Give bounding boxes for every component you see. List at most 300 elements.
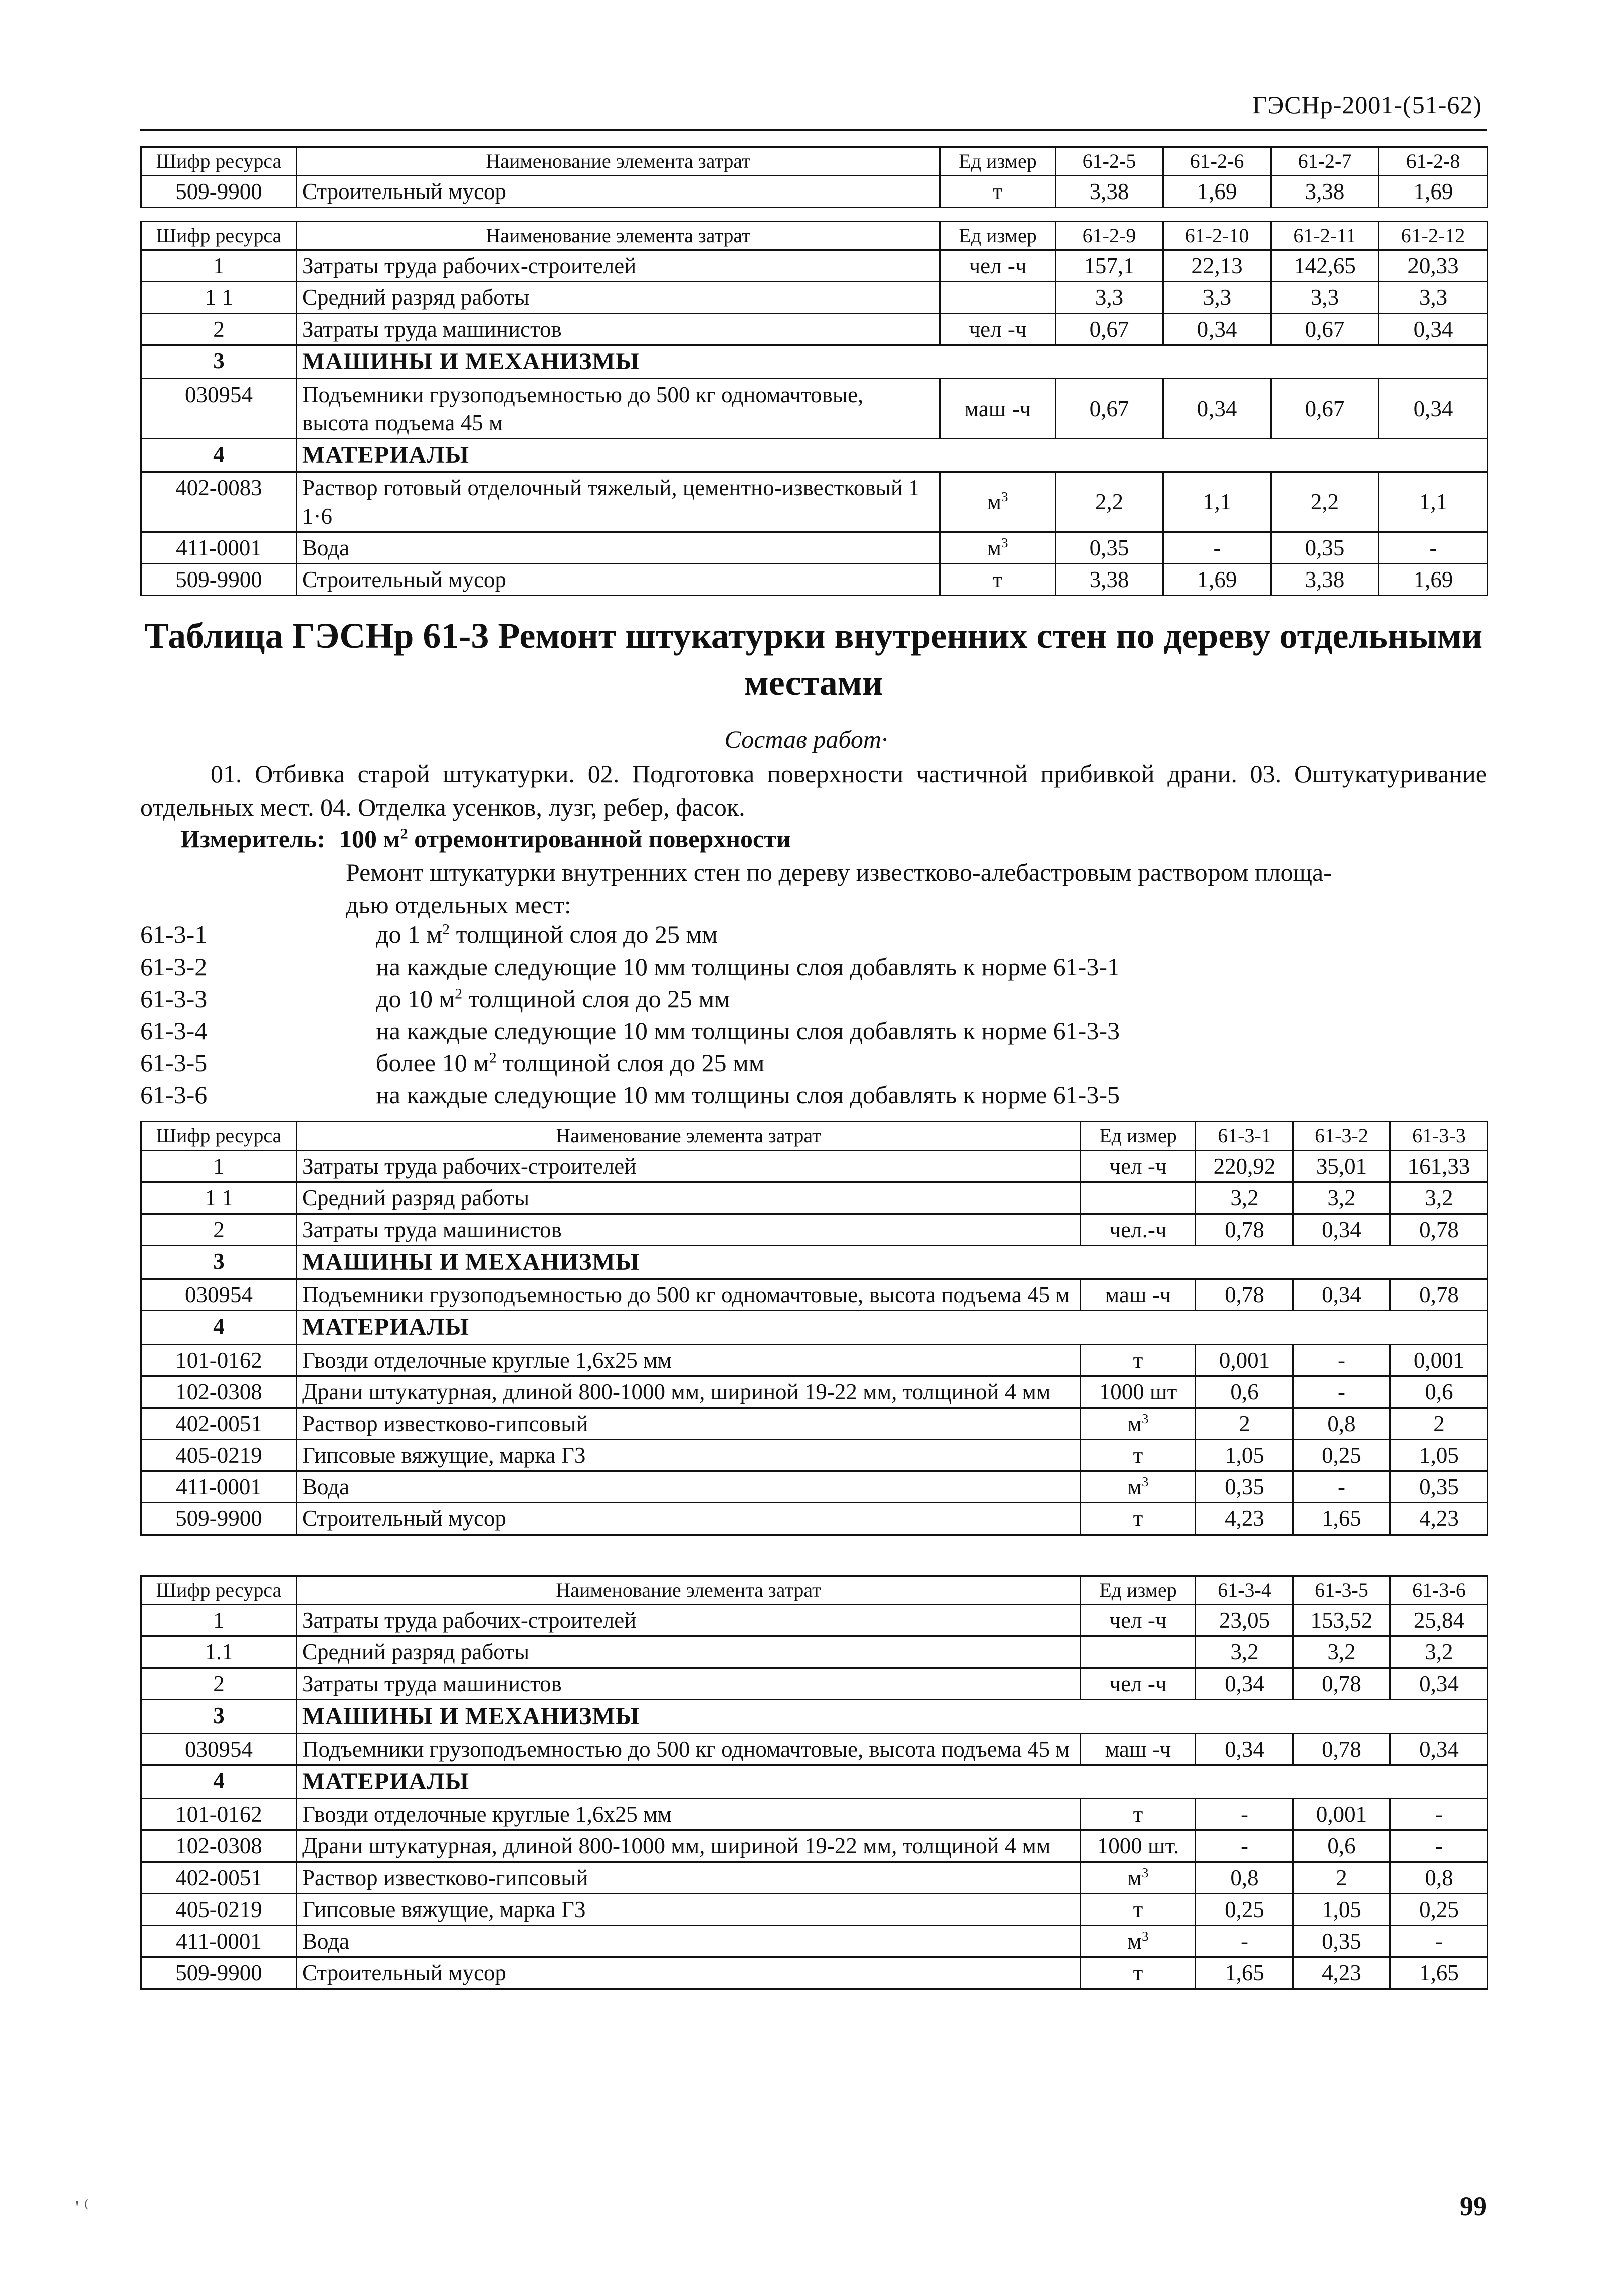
resource-name: Строительный мусор: [297, 176, 940, 208]
value-cell: 0,67: [1056, 378, 1163, 439]
unit-cell: [1081, 1605, 1196, 1636]
value-cell: 1,1: [1379, 472, 1488, 532]
table-header-row: [141, 222, 1488, 250]
resource-code: 4: [141, 439, 297, 472]
value-cell: -: [1293, 1471, 1390, 1503]
resource-name: Затраты труда рабочих-строителей: [297, 250, 940, 282]
resource-name: Подъемники грузоподъемностью до 500 кг одномачтовые, высота подъема 45 м: [297, 1279, 1081, 1310]
unit-text: маш -ч: [1105, 1282, 1171, 1307]
value-cell: -: [1379, 532, 1488, 563]
column-header: 61-2-7: [1271, 147, 1379, 176]
value-cell: 0,78: [1196, 1279, 1293, 1310]
value-cell: 3,2: [1293, 1636, 1390, 1668]
resource-code: 402-0051: [141, 1862, 297, 1893]
value-cell: 0,34: [1379, 378, 1488, 439]
unit-cell: [1081, 1214, 1196, 1245]
value-cell: 0,001: [1390, 1345, 1488, 1376]
value-cell: 4,23: [1196, 1503, 1293, 1535]
table-row: [141, 1345, 1488, 1376]
value-cell: 1,65: [1196, 1957, 1293, 1989]
column-header: Шифр ресурса: [141, 222, 297, 250]
section-title: МАШИНЫ И МЕХАНИЗМЫ: [297, 1699, 1488, 1733]
section-row: [141, 1311, 1488, 1345]
unit-cell: $м^3$: [1081, 1471, 1196, 1503]
value-cell: -: [1293, 1376, 1390, 1408]
table-header-row: [141, 147, 1488, 176]
resource-code: 1.1: [141, 1636, 297, 1668]
value-cell: 2,2: [1056, 472, 1163, 532]
value-cell: -: [1196, 1830, 1293, 1862]
unit-text: т: [1133, 1506, 1143, 1532]
resource-name: Гипсовые вяжущие, марка Г3: [297, 1893, 1081, 1925]
value-cell: 0,35: [1293, 1926, 1390, 1957]
section-title: МАШИНЫ И МЕХАНИЗМЫ: [297, 1245, 1488, 1279]
table-row: [141, 1862, 1488, 1893]
header-rule: [140, 129, 1487, 131]
resource-name: Раствор готовый отделочный тяжелый, цементно-известковый 1 1·6: [297, 472, 940, 532]
table-row: [141, 282, 1488, 313]
value-cell: -: [1163, 532, 1271, 563]
resource-code: 4: [141, 1765, 297, 1799]
resource-name: Затраты труда машинистов: [297, 313, 940, 345]
table-row: [141, 1151, 1488, 1182]
norm-text: до 10 $м^2$ толщиной слоя до 25 мм: [376, 985, 730, 1013]
value-cell: 2: [1390, 1408, 1488, 1439]
value-cell: 0,67: [1056, 313, 1163, 345]
section-title: МАТЕРИАЛЫ: [297, 439, 1488, 472]
unit-text: маш -ч: [1105, 1736, 1171, 1762]
value-cell: 0,001: [1196, 1345, 1293, 1376]
value-cell: 0,6: [1390, 1376, 1488, 1408]
value-cell: 3,2: [1293, 1182, 1390, 1214]
value-cell: 0,34: [1196, 1733, 1293, 1765]
value-cell: 0,78: [1196, 1214, 1293, 1245]
unit-cell: $м^3$: [940, 532, 1056, 563]
value-cell: 1,69: [1163, 564, 1271, 596]
value-cell: 3,38: [1056, 564, 1163, 596]
resource-table-61-3-4-to-6: [140, 1575, 1488, 1990]
resource-code: 101-0162: [141, 1345, 297, 1376]
value-cell: -: [1390, 1830, 1488, 1862]
value-cell: 0,34: [1293, 1214, 1390, 1245]
unit-cell: $м^3$: [1081, 1862, 1196, 1893]
resource-name: Гипсовые вяжущие, марка Г3: [297, 1439, 1081, 1471]
value-cell: 3,2: [1196, 1636, 1293, 1668]
value-cell: 0,8: [1196, 1862, 1293, 1893]
norm-code: 61-3-5: [140, 1049, 208, 1077]
resource-code: 509-9900: [141, 176, 297, 208]
resource-code: 411-0001: [141, 532, 297, 563]
section-row: [141, 439, 1488, 472]
unit-text: т: [1133, 1442, 1143, 1468]
value-cell: 0,67: [1271, 313, 1379, 345]
resource-table-61-2-5-to-8: [140, 146, 1488, 208]
document-code: ГЭСНр-2001-(51-62): [1252, 91, 1482, 119]
resource-code: 402-0051: [141, 1408, 297, 1439]
resource-code: 2: [141, 1214, 297, 1245]
unit-cell: [1081, 1668, 1196, 1699]
value-cell: 0,8: [1293, 1408, 1390, 1439]
value-cell: 0,35: [1271, 532, 1379, 563]
unit-cell: $м^3$: [940, 472, 1056, 532]
value-cell: 2,2: [1271, 472, 1379, 532]
resource-name: Подъемники грузоподъемностью до 500 кг одномачтовые, высота подъема 45 м: [297, 378, 940, 439]
value-cell: 2: [1293, 1862, 1390, 1893]
value-cell: 0,34: [1390, 1668, 1488, 1699]
column-header: Наименование элемента затрат: [297, 1576, 1081, 1605]
value-cell: 3,2: [1196, 1182, 1293, 1214]
column-header: Наименование элемента затрат: [297, 222, 940, 250]
value-cell: 3,2: [1390, 1636, 1488, 1668]
resource-code: 405-0219: [141, 1893, 297, 1925]
resource-name: Затраты труда машинистов: [297, 1668, 1081, 1699]
unit-text: чел -ч: [1109, 1154, 1167, 1179]
table-header-row: [141, 1122, 1488, 1151]
resource-name: Подъемники грузоподъемностью до 500 кг одномачтовые, высота подъема 45 м: [297, 1733, 1081, 1765]
column-header: Шифр ресурса: [141, 1122, 297, 1151]
table-row: [141, 1439, 1488, 1471]
resource-code: 1 1: [141, 1182, 297, 1214]
value-cell: 0,34: [1196, 1668, 1293, 1699]
value-cell: 0,35: [1390, 1471, 1488, 1503]
norm-code: 61-3-4: [140, 1017, 208, 1045]
unit-cell: [940, 564, 1056, 596]
unit-cell: [940, 313, 1056, 345]
resource-code: 3: [141, 1245, 297, 1279]
unit-text: 1000 шт.: [1097, 1833, 1179, 1859]
resource-code: 411-0001: [141, 1926, 297, 1957]
value-cell: 0,78: [1390, 1214, 1488, 1245]
measurer-label: Измеритель:: [180, 825, 326, 853]
table-row: [141, 1214, 1488, 1245]
value-cell: 142,65: [1271, 250, 1379, 282]
value-cell: 1,69: [1379, 176, 1488, 208]
unit-cell: $м^3$: [1081, 1926, 1196, 1957]
resource-name: Раствор известково-гипсовый: [297, 1862, 1081, 1893]
value-cell: 0,34: [1163, 378, 1271, 439]
value-cell: 35,01: [1293, 1151, 1390, 1182]
table-row: [141, 1893, 1488, 1925]
section-title: МАТЕРИАЛЫ: [297, 1311, 1488, 1345]
value-cell: 22,13: [1163, 250, 1271, 282]
resource-code: 102-0308: [141, 1830, 297, 1862]
composition-text: 01. Отбивка старой штукатурки. 02. Подготовка поверхности частичной прибивкой драни. 03. Оштукатуривание отдельных мест. 04. Отделка усенков, лузг, ребер, фасок.: [140, 759, 1487, 821]
resource-code: 102-0308: [141, 1376, 297, 1408]
resource-name: Вода: [297, 1471, 1081, 1503]
norm-code: 61-3-1: [140, 920, 208, 948]
unit-text: т: [1133, 1348, 1143, 1373]
value-cell: 23,05: [1196, 1605, 1293, 1636]
section-row: [141, 1245, 1488, 1279]
value-cell: 0,34: [1379, 313, 1488, 345]
unit-text: т: [1133, 1960, 1143, 1986]
resource-name: Гвозди отделочные круглые 1,6х25 мм: [297, 1345, 1081, 1376]
measurer-value: 100 $м^2$ отремонтированной поверхности: [339, 825, 791, 853]
value-cell: 20,33: [1379, 250, 1488, 282]
resource-name: Затраты труда рабочих-строителей: [297, 1151, 1081, 1182]
unit-cell: [1081, 1345, 1196, 1376]
resource-name: Средний разряд работы: [297, 282, 940, 313]
resource-code: 030954: [141, 1279, 297, 1310]
column-header: 61-2-8: [1379, 147, 1488, 176]
unit-cell: [1081, 1636, 1196, 1668]
table-row: [141, 1471, 1488, 1503]
page-number: 99: [1460, 2191, 1487, 2221]
column-header: Ед измер: [1081, 1122, 1196, 1151]
resource-code: 509-9900: [141, 1503, 297, 1535]
table-row: [141, 313, 1488, 345]
value-cell: 0,6: [1293, 1830, 1390, 1862]
unit-cell: [1081, 1376, 1196, 1408]
value-cell: 0,78: [1390, 1279, 1488, 1310]
section-title: МАШИНЫ И МЕХАНИЗМЫ: [297, 345, 1488, 378]
value-cell: 4,23: [1390, 1503, 1488, 1535]
norm-description-line-2: дью отдельных мест:: [346, 891, 571, 919]
value-cell: 0,6: [1196, 1376, 1293, 1408]
value-cell: 3,3: [1163, 282, 1271, 313]
norm-code: 61-3-2: [140, 952, 208, 981]
table-row: [141, 1408, 1488, 1439]
unit-text: м: [1127, 1865, 1142, 1890]
column-header: 61-3-6: [1390, 1576, 1488, 1605]
norm-item: [140, 1015, 1484, 1047]
table-row: [141, 564, 1488, 596]
table-row: [141, 1668, 1488, 1699]
unit-text: т: [1133, 1802, 1143, 1827]
composition-label: Состав работ·: [724, 725, 888, 753]
norm-description: [346, 856, 1487, 921]
resource-code: 509-9900: [141, 564, 297, 596]
table-row: [141, 1957, 1488, 1989]
unit-cell: [1081, 1182, 1196, 1214]
unit-text: чел -ч: [1109, 1671, 1167, 1696]
resource-name: Затраты труда машинистов: [297, 1214, 1081, 1245]
resource-code: 101-0162: [141, 1799, 297, 1830]
value-cell: 0,35: [1196, 1471, 1293, 1503]
table-row: [141, 1799, 1488, 1830]
value-cell: 2: [1196, 1408, 1293, 1439]
section-row: [141, 1765, 1488, 1799]
unit-text: чел -ч: [969, 253, 1027, 278]
resource-code: 3: [141, 345, 297, 378]
value-cell: 1,69: [1379, 564, 1488, 596]
table-row: [141, 532, 1488, 563]
table-row: [141, 1926, 1488, 1957]
value-cell: 1,1: [1163, 472, 1271, 532]
resource-name: Драни штукатурная, длиной 800-1000 мм, шириной 19-22 мм, толщиной 4 мм: [297, 1376, 1081, 1408]
unit-cell: [940, 282, 1056, 313]
column-header: 61-2-9: [1056, 222, 1163, 250]
value-cell: 1,65: [1293, 1503, 1390, 1535]
table-row: [141, 1503, 1488, 1535]
resource-name: Раствор известково-гипсовый: [297, 1408, 1081, 1439]
unit-text: 1000 шт: [1099, 1379, 1177, 1405]
resource-code: 3: [141, 1699, 297, 1733]
resource-code: 030954: [141, 378, 297, 439]
norm-text: на каждые следующие 10 мм толщины слоя добавлять к норме 61-3-3: [376, 1017, 1120, 1045]
column-header: Ед измер: [1081, 1576, 1196, 1605]
resource-name: Строительный мусор: [297, 1503, 1081, 1535]
norm-item: [140, 983, 1484, 1015]
table-title: Таблица ГЭСНр 61-3 Ремонт штукатурки внутренних стен по дереву отдельными местами: [144, 616, 1483, 703]
resource-name: Гвозди отделочные круглые 1,6х25 мм: [297, 1799, 1081, 1830]
value-cell: -: [1196, 1799, 1293, 1830]
table-row: [141, 1182, 1488, 1214]
section-row: [141, 1699, 1488, 1733]
resource-code: 405-0219: [141, 1439, 297, 1471]
unit-cell: [1081, 1799, 1196, 1830]
value-cell: 0,35: [1056, 532, 1163, 563]
column-header: 61-3-3: [1390, 1122, 1488, 1151]
column-header: 61-3-4: [1196, 1576, 1293, 1605]
value-cell: -: [1390, 1799, 1488, 1830]
resource-name: Драни штукатурная, длиной 800-1000 мм, шириной 19-22 мм, толщиной 4 мм: [297, 1830, 1081, 1862]
norm-item: [140, 1079, 1484, 1111]
unit-text: м: [1127, 1411, 1142, 1436]
value-cell: 3,38: [1271, 564, 1379, 596]
value-cell: -: [1390, 1926, 1488, 1957]
unit-cell: [1081, 1279, 1196, 1310]
table-header-row: [141, 1576, 1488, 1605]
resource-name: Средний разряд работы: [297, 1636, 1081, 1668]
value-cell: 0,25: [1196, 1893, 1293, 1925]
unit-text: м: [1127, 1929, 1142, 1954]
unit-cell: [940, 250, 1056, 282]
resource-code: 2: [141, 1668, 297, 1699]
resource-table-61-3-1-to-3: [140, 1121, 1488, 1536]
unit-cell: [1081, 1151, 1196, 1182]
table-row: [141, 1279, 1488, 1310]
measurer-line: [180, 824, 791, 853]
resource-name: Вода: [297, 532, 940, 563]
unit-cell: [1081, 1733, 1196, 1765]
resource-name: Строительный мусор: [297, 564, 940, 596]
value-cell: 1,69: [1163, 176, 1271, 208]
norm-text: более 10 $м^2$ толщиной слоя до 25 мм: [376, 1049, 765, 1077]
norm-code: 61-3-6: [140, 1081, 208, 1109]
column-header: 61-3-5: [1293, 1576, 1390, 1605]
value-cell: 1,05: [1196, 1439, 1293, 1471]
value-cell: 1,05: [1293, 1893, 1390, 1925]
unit-cell: [1081, 1957, 1196, 1989]
resource-code: 1 1: [141, 282, 297, 313]
unit-cell: [1081, 1503, 1196, 1535]
resource-name: Средний разряд работы: [297, 1182, 1081, 1214]
value-cell: 0,34: [1390, 1733, 1488, 1765]
table-row: [141, 1636, 1488, 1668]
unit-cell: $м^3$: [1081, 1408, 1196, 1439]
column-header: 61-2-11: [1271, 222, 1379, 250]
unit-cell: [1081, 1893, 1196, 1925]
unit-cell: [940, 378, 1056, 439]
unit-text: м: [987, 535, 1001, 560]
unit-text: т: [992, 567, 1003, 592]
column-header: Шифр ресурса: [141, 1576, 297, 1605]
value-cell: -: [1196, 1926, 1293, 1957]
value-cell: 3,3: [1379, 282, 1488, 313]
norm-item: [140, 950, 1484, 983]
resource-code: 1: [141, 1605, 297, 1636]
resource-table-61-2-9-to-12: [140, 221, 1488, 596]
margin-mark: ' ⁽: [75, 2196, 89, 2219]
value-cell: 0,78: [1293, 1733, 1390, 1765]
section-title: МАТЕРИАЛЫ: [297, 1765, 1488, 1799]
resource-code: 4: [141, 1311, 297, 1345]
table-row: [141, 1376, 1488, 1408]
norm-text: до 1 $м^2$ толщиной слоя до 25 мм: [376, 920, 718, 948]
unit-cell: [1081, 1830, 1196, 1862]
value-cell: 0,78: [1293, 1668, 1390, 1699]
value-cell: 161,33: [1390, 1151, 1488, 1182]
value-cell: 3,38: [1271, 176, 1379, 208]
unit-text: чел.-ч: [1109, 1217, 1167, 1242]
table-row: [141, 1605, 1488, 1636]
resource-code: 1: [141, 250, 297, 282]
section-row: [141, 345, 1488, 378]
norm-description-line-1: Ремонт штукатурки внутренних стен по дереву известково-алебастровым раствором площа-: [346, 858, 1332, 886]
column-header: 61-2-6: [1163, 147, 1271, 176]
value-cell: 3,38: [1056, 176, 1163, 208]
table-row: [141, 1830, 1488, 1862]
norm-list: [140, 918, 1484, 1111]
table-row: [141, 1733, 1488, 1765]
unit-text: маш -ч: [964, 396, 1031, 421]
resource-code: 1: [141, 1151, 297, 1182]
norm-text: на каждые следующие 10 мм толщины слоя добавлять к норме 61-3-1: [376, 952, 1120, 981]
table-row: [141, 176, 1488, 208]
resource-code: 2: [141, 313, 297, 345]
unit-cell: [1081, 1439, 1196, 1471]
unit-text: т: [1133, 1896, 1143, 1922]
column-header: 61-2-5: [1056, 147, 1163, 176]
value-cell: 1,05: [1390, 1439, 1488, 1471]
value-cell: 0,34: [1293, 1279, 1390, 1310]
value-cell: 0,25: [1390, 1893, 1488, 1925]
column-header: Шифр ресурса: [141, 147, 297, 176]
column-header: 61-3-2: [1293, 1122, 1390, 1151]
value-cell: 3,3: [1271, 282, 1379, 313]
column-header: Наименование элемента затрат: [297, 147, 940, 176]
resource-code: 509-9900: [141, 1957, 297, 1989]
column-header: Ед измер: [940, 147, 1056, 176]
column-header: Наименование элемента затрат: [297, 1122, 1081, 1151]
resource-name: Вода: [297, 1926, 1081, 1957]
value-cell: 0,001: [1293, 1799, 1390, 1830]
column-header: 61-3-1: [1196, 1122, 1293, 1151]
unit-cell: [940, 176, 1056, 208]
norm-text: на каждые следующие 10 мм толщины слоя добавлять к норме 61-3-5: [376, 1081, 1120, 1109]
value-cell: -: [1293, 1345, 1390, 1376]
resource-code: 030954: [141, 1733, 297, 1765]
value-cell: 4,23: [1293, 1957, 1390, 1989]
value-cell: 1,65: [1390, 1957, 1488, 1989]
norm-code: 61-3-3: [140, 985, 208, 1013]
unit-text: м: [1127, 1474, 1142, 1499]
unit-text: м: [987, 489, 1001, 515]
value-cell: 0,25: [1293, 1439, 1390, 1471]
value-cell: 157,1: [1056, 250, 1163, 282]
column-header: 61-2-10: [1163, 222, 1271, 250]
resource-name: Затраты труда рабочих-строителей: [297, 1605, 1081, 1636]
value-cell: 220,92: [1196, 1151, 1293, 1182]
table-row: [141, 472, 1488, 532]
unit-text: чел -ч: [1109, 1608, 1167, 1633]
resource-name: Строительный мусор: [297, 1957, 1081, 1989]
value-cell: 0,34: [1163, 313, 1271, 345]
table-row: [141, 250, 1488, 282]
norm-item: [140, 918, 1484, 950]
value-cell: 0,8: [1390, 1862, 1488, 1893]
